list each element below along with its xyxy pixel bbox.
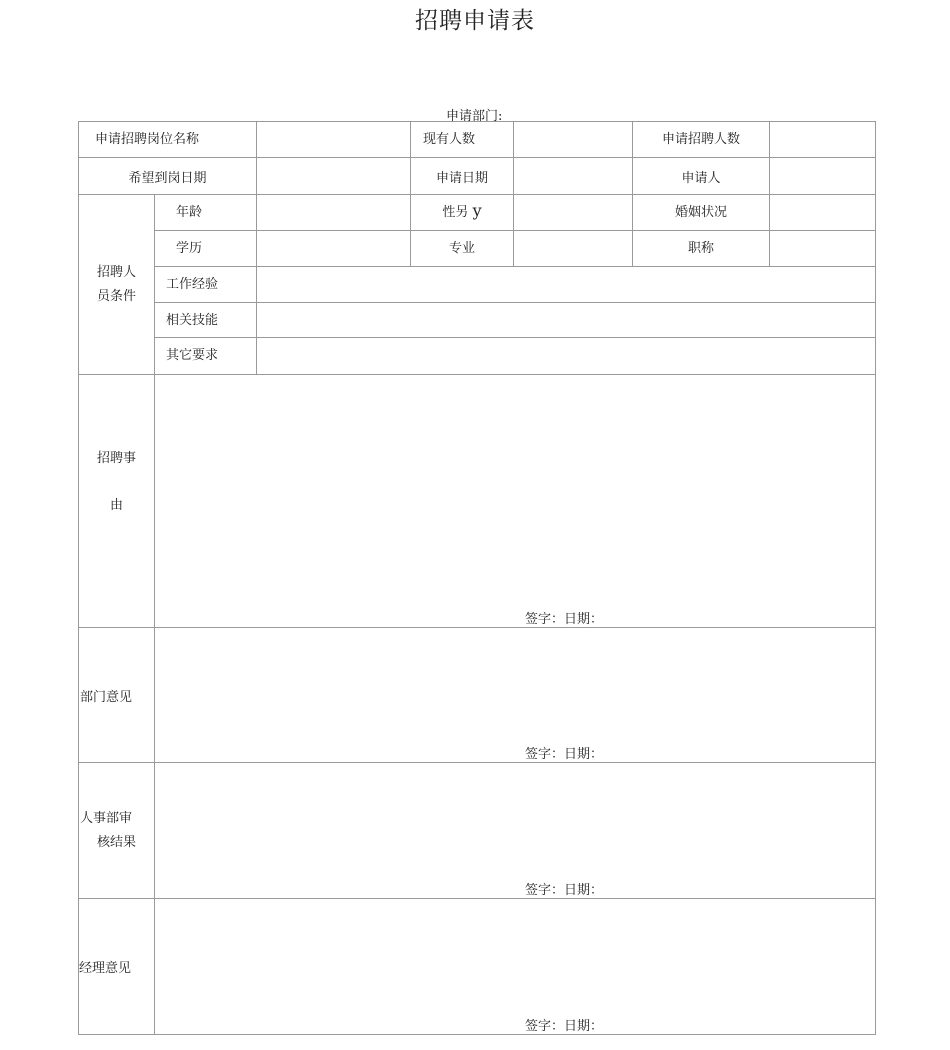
dept-opinion-label: 部门意见: [79, 628, 155, 763]
education-field[interactable]: [257, 231, 411, 267]
apply-date-field[interactable]: [514, 158, 633, 195]
hr-review-signature: 签字：日期：: [525, 883, 604, 898]
expected-date-label: 希望到岗日期: [79, 158, 257, 195]
title-field[interactable]: [770, 231, 876, 267]
gender-label-text: 性另: [442, 205, 469, 220]
other-requirements-label: 其它要求: [155, 338, 257, 375]
dept-opinion-field[interactable]: [155, 628, 876, 763]
gender-label-suffix: y: [472, 201, 482, 220]
department-label: 申请部门:: [446, 109, 503, 124]
reason-field[interactable]: [155, 375, 876, 628]
age-label: 年龄: [155, 195, 257, 231]
experience-field[interactable]: [257, 267, 876, 303]
gender-field[interactable]: [514, 195, 633, 231]
age-field[interactable]: [257, 195, 411, 231]
hr-review-label-line2: 核结果: [97, 834, 137, 850]
other-requirements-field[interactable]: [257, 338, 876, 375]
manager-opinion-label: 经理意见: [79, 899, 155, 1035]
hr-review-label-line1: 人事部审: [80, 810, 133, 826]
requested-count-field[interactable]: [770, 122, 876, 158]
conditions-label-line1: 招聘人: [96, 264, 136, 280]
application-form-table: [78, 121, 876, 1035]
education-label: 学历: [155, 231, 257, 267]
expected-date-field[interactable]: [257, 158, 411, 195]
requested-count-label: 申请招聘人数: [633, 122, 770, 158]
manager-opinion-field[interactable]: [155, 899, 876, 1035]
form-title: 招聘申请表: [415, 8, 535, 34]
marital-field[interactable]: [770, 195, 876, 231]
apply-date-label: 申请日期: [411, 158, 514, 195]
applicant-label: 申请人: [633, 158, 770, 195]
reason-label-line2: 由: [109, 498, 123, 513]
applicant-field[interactable]: [770, 158, 876, 195]
conditions-group-label: [79, 195, 155, 375]
current-count-label: 现有人数: [411, 122, 514, 158]
skills-label: 相关技能: [155, 303, 257, 338]
manager-opinion-signature: 签字：日期：: [525, 1019, 604, 1034]
major-label: 专业: [411, 231, 514, 267]
gender-label: [411, 195, 514, 231]
reason-label: [79, 375, 155, 628]
title-label: 职称: [633, 231, 770, 267]
hr-review-field[interactable]: [155, 763, 876, 899]
dept-opinion-signature: 签字：日期：: [525, 747, 604, 762]
position-name-label: 申请招聘岗位名称: [79, 122, 257, 158]
hr-review-label: [79, 763, 155, 899]
marital-label: 婚姻状况: [633, 195, 770, 231]
reason-label-line1: 招聘事: [96, 451, 136, 466]
major-field[interactable]: [514, 231, 633, 267]
conditions-label-line2: 员条件: [96, 288, 136, 304]
position-name-field[interactable]: [257, 122, 411, 158]
experience-label: 工作经验: [155, 267, 257, 303]
reason-signature: 签字：日期：: [525, 612, 604, 627]
current-count-field[interactable]: [514, 122, 633, 158]
skills-field[interactable]: [257, 303, 876, 338]
